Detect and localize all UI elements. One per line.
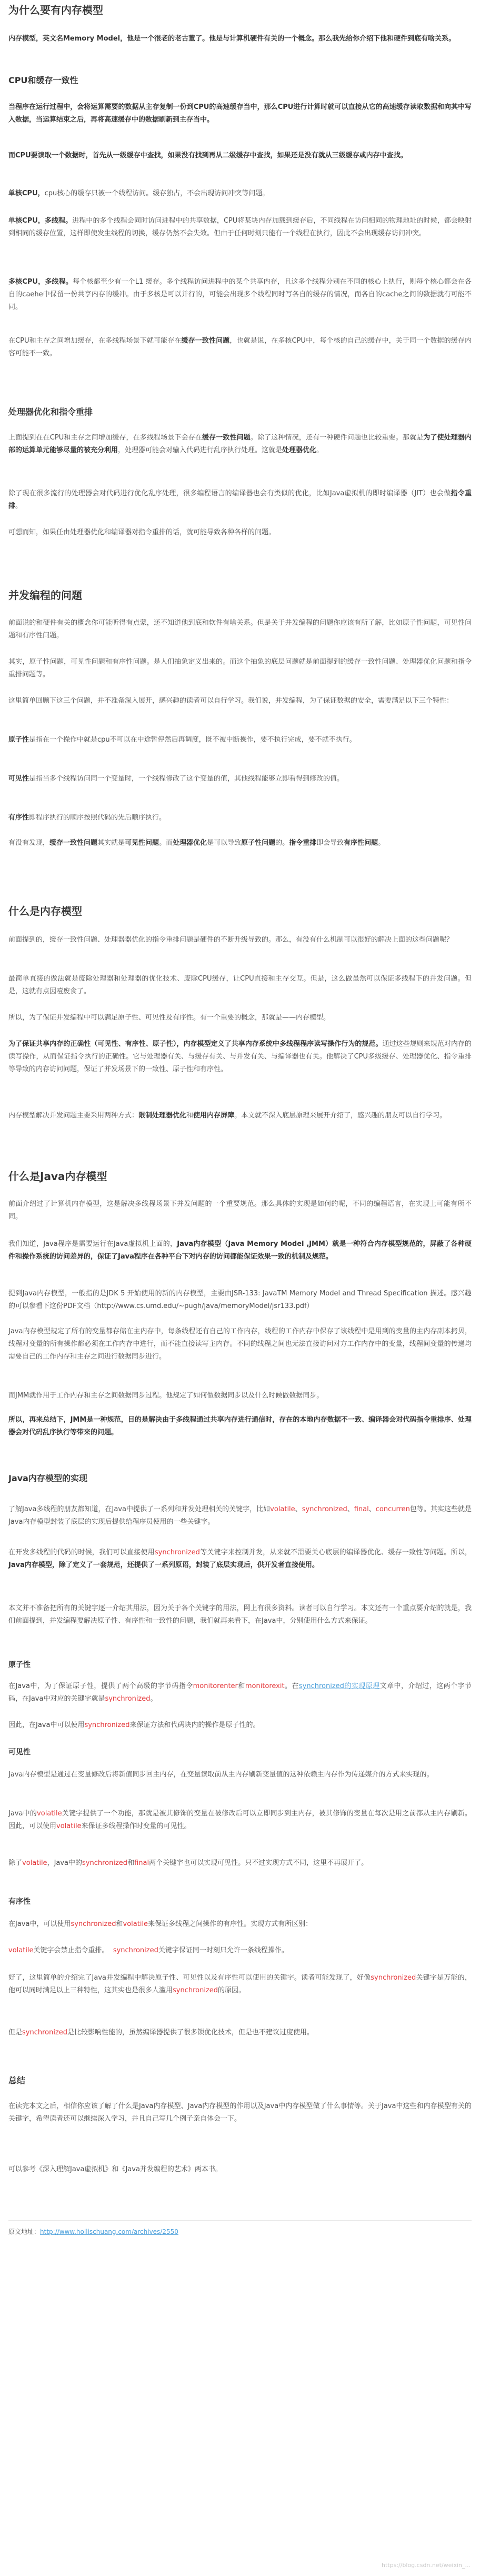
- section-jmm: [8, 1169, 472, 1184]
- paragraph: 提到Java内存模型，一般指的是JDK 5 开始使用的新的内存模型，主要由JSR-133: JavaTM Memory Model and Thread Specification 描述。感兴趣的可以参看下这份PDF文档（http://www.cs.umd.edu/~pugh/java/memoryModel/jsr133.pdf）: [8, 1290, 472, 1310]
- keyword: synchronized: [302, 1505, 347, 1513]
- synchronized-principle-link[interactable]: synchronized的实现原理: [298, 1682, 380, 1690]
- subsection-atomicity: 原子性: [8, 1661, 31, 1669]
- paragraph: 可以参考《深入理解Java虚拟机》和《Java并发编程的艺术》两本书。: [8, 2165, 222, 2173]
- section-heading: 并发编程的问题: [8, 589, 82, 602]
- section-concurrency-problems: [8, 587, 472, 603]
- paragraph: 本文并不准备把所有的关键字逐一介绍其用法，因为关于各个关键字的用法，网上有很多资料。读者可以自行学习。本文还有一个重点要介绍的就是，我们前面提到，并发编程要解决原子性、有序性和一致性的问题，我们就再来看下，在Java中，分别使用什么方式来保证。: [8, 1604, 472, 1625]
- paragraph: 单核CPU，cpu核心的缓存只被一个线程访问。缓存独占，不会出现访问冲突等问题。: [8, 189, 269, 197]
- section-heading: Java内存模型的实现: [8, 1473, 87, 1483]
- paragraph: 在读完本文之后，相信你应该了解了什么是Java内存模型、Java内存模型的作用以及Java中内存模型做了什么事情等。关于Java中这些和内存模型有关的关键字，希望读者还可以继续深入学习，并且自己写几个例子亲自体会一下。: [8, 2102, 472, 2123]
- paragraph: 前面提到的，缓存一致性问题、处理器器优化的指令重排问题是硬件的不断升级导致的。那么，有没有什么机制可以很好的解决上面的这些问题呢？: [8, 936, 454, 944]
- section-jmm-impl: [8, 1472, 472, 1485]
- source-link[interactable]: http://www.hollischuang.com/archives/2550: [40, 2228, 178, 2235]
- section-heading: 什么是Java内存模型: [8, 1170, 107, 1183]
- paragraph: 好了，这里简单的介绍完了Java并发编程中解决原子性、可见性以及有序性可以使用的关键字。读者可能发现了，好像synchronized关键字是万能的，他可以同时满足以上三种特性，这其实也是很多人滥用synchronized的原因。: [8, 1974, 472, 1994]
- keyword: concurren: [375, 1505, 410, 1513]
- paragraph: 在开发多线程的代码的时候，我们可以直接使用synchronized等关键字来控制并发，从来就不需要关心底层的编译器优化、缓存一致性等问题。所以，Java内存模型，除了定义了一套规范，还提供了一系列原语，封装了底层实现后，供开发者直接使用。: [8, 1549, 472, 1569]
- paragraph: volatile关键字会禁止指令重排。 synchronized关键字保证同一时刻只允许一条线程操作。: [8, 1946, 288, 1954]
- paragraph: 前面介绍过了计算机内存模型，这是解决多线程场景下并发问题的一个重要规范。那么具体的实现是如何的呢，不同的编程语言，在实现上可能有所不同。: [8, 1200, 472, 1221]
- paragraph: 原子性是指在一个操作中就是cpu不可以在中途暂停然后再调度，既不被中断操作，要不执行完成，要不就不执行。: [8, 736, 356, 744]
- paragraph: 可想而知，如果任由处理器优化和编译器对指令重排的话，就可能导致各种各样的问题。: [8, 528, 276, 536]
- section-summary: [8, 2074, 472, 2088]
- subsection-ordering: 有序性: [8, 1898, 31, 1906]
- paragraph: 有序性即程序执行的顺序按照代码的先后顺序执行。: [8, 814, 166, 822]
- paragraph: 但是synchronized是比较影响性能的，虽然编译器提供了很多锁优化技术，但是也不建议过度使用。: [8, 2029, 314, 2036]
- paragraph: 除了volatile，Java中的synchronized和final两个关键字也可以实现可见性。只不过实现方式不同，这里不再展开了。: [8, 1859, 368, 1867]
- section-heading: CPU和缓存一致性: [8, 75, 78, 85]
- paragraph: 上面提到在在CPU和主存之间增加缓存，在多线程场景下会存在缓存一致性问题。除了这种情况，还有一种硬件问题也比较重要。那就是为了使处理器内部的运算单元能够尽量的被充分利用，处理器可能会对输入代码进行乱序执行处理。这就是处理器优化。: [8, 434, 472, 454]
- keyword: final: [354, 1505, 369, 1513]
- paragraph: 而JMM就作用于工作内存和主存之间数据同步过程。他规定了如何做数据同步以及什么时候做数据同步。: [8, 1392, 324, 1400]
- section-memory-model: [8, 903, 472, 919]
- source-footer: 原文地址：http://www.hollischuang.com/archives/2550: [8, 2228, 178, 2235]
- paragraph: 而CPU要读取一个数据时，首先从一级缓存中查找，如果没有找到再从二级缓存中查找，如果还是没有就从三级缓存或内存中查找。: [8, 152, 407, 159]
- section-heading: 处理器优化和指令重排: [8, 407, 93, 417]
- footer-divider: [8, 2220, 472, 2221]
- paragraph: 为了保证共享内存的正确性（可见性、有序性、原子性），内存模型定义了共享内存系统中多线程程序读写操作行为的规范。通过这些规则来规范对内存的读写操作，从而保证指令执行的正确性。它与处理器有关、与缓存有关、与并发有关、与编译器也有关。他解决了CPU多级缓存、处理器优化、指令重排等导致的内存访问问题，保证了并发场景下的一致性、原子性和有序性。: [8, 1040, 472, 1073]
- paragraph: 了解Java多线程的朋友都知道，在Java中提供了一系列和并发处理相关的关键字，比如volatile、synchronized、final、concurren包等。其实这些就是Java内存模型封装了底层的实现后提供给程序员使用的一些关键字。: [8, 1505, 472, 1526]
- paragraph: 在Java中，为了保证原子性，提供了两个高级的字节码指令monitorenter和monitorexit。在synchronized的实现原理文章中，介绍过，这两个字节码，在Java中对应的关键字就是synchronized。: [8, 1682, 472, 1703]
- paragraph: 除了现在很多流行的处理器会对代码进行优化乱序处理，很多编程语言的编译器也会有类似的优化，比如Java虚拟机的即时编译器（JIT）也会做指令重排。: [8, 490, 472, 510]
- section-heading: 什么是内存模型: [8, 905, 82, 917]
- paragraph: 单核CPU，多线程。进程中的多个线程会同时访问进程中的共享数据，CPU将某块内存加载到缓存后，不同线程在访问相同的物理地址的时候，都会映射到相同的缓存位置，这样即使发生线程的切换，缓存仍然不会失效。但由于任何时刻只能有一个线程在执行，因此不会出现缓存访问冲突。: [8, 217, 472, 237]
- paragraph: 当程序在运行过程中，会将运算需要的数据从主存复制一份到CPU的高速缓存当中，那么CPU进行计算时就可以直接从它的高速缓存读取数据和向其中写入数据，当运算结束之后，再将高速缓存中的数据刷新到主存当中。: [8, 103, 472, 124]
- section-heading: 总结: [8, 2075, 26, 2085]
- paragraph: 前面说的和硬件有关的概念你可能听得有点蒙，还不知道他到底和软件有啥关系。但是关于并发编程的问题你应该有所了解，比如原子性问题，可见性问题和有序性问题。: [8, 619, 472, 640]
- keyword: volatile: [270, 1505, 295, 1513]
- watermark: https://blog.csdn.net/weixin_...: [381, 2562, 471, 2569]
- paragraph: 多核CPU，多线程。每个核都至少有一个L1 缓存。多个线程访问进程中的某个共享内存，且这多个线程分别在不同的核心上执行，则每个核心都会在各自的caehe中保留一份共享内存的缓冲。由于多核是可以并行的，可能会出现多个线程同时写各自的缓存的情况，而各自的cache之间的数据就有可能不同。: [8, 278, 472, 311]
- section-processor-opt: [8, 405, 472, 419]
- paragraph: 所以，为了保证并发编程中可以满足原子性、可见性及有序性。有一个重要的概念，那就是——内存模型。: [8, 1014, 331, 1022]
- paragraph: 可见性是指当多个线程访问同一个变量时，一个线程修改了这个变量的值，其他线程能够立即看得到修改的值。: [8, 775, 344, 783]
- page-title: 为什么要有内存模型: [8, 4, 103, 16]
- paragraph: 其实，原子性问题，可见性问题和有序性问题。是人们抽象定义出来的。而这个抽象的底层问题就是前面提到的缓存一致性问题、处理器优化问题和指令重排问题等。: [8, 658, 472, 678]
- paragraph: 有没有发现，缓存一致性问题其实就是可见性问题。而处理器优化是可以导致原子性问题的。指令重排即会导致有序性问题。: [8, 839, 385, 847]
- paragraph: Java内存模型规定了所有的变量都存储在主内存中，每条线程还有自己的工作内存，线程的工作内存中保存了该线程中是用到的变量的主内存副本拷贝，线程对变量的所有操作都必须在工作内存中进行，而不能直接读写主内存。不同的线程之间也无法直接访问对方工作内存中的变量，线程间变量的传递均需要自己的工作内存和主存之间进行数据同步进行。: [8, 1327, 472, 1361]
- paragraph: 这里简单回顾下这三个问题，并不准备深入展开，感兴趣的读者可以自行学习。我们说，并发编程，为了保证数据的安全，需要满足以下三个特性：: [8, 697, 454, 705]
- intro-paragraph: 内存模型，英文名Memory Model，他是一个很老的老古董了。他是与计算机硬件有关的一个概念。那么我先给你介绍下他和硬件到底有啥关系。: [8, 35, 456, 43]
- section-cpu-cache: [8, 74, 472, 87]
- paragraph: 因此，在Java中可以使用synchronized来保证方法和代码块内的操作是原子性的。: [8, 1721, 260, 1729]
- subsection-visibility: 可见性: [8, 1748, 31, 1756]
- paragraph: Java内存模型是通过在变量修改后将新值同步回主内存，在变量读取前从主内存刷新变量值的这种依赖主内存作为传递媒介的方式来实现的。: [8, 1771, 434, 1779]
- section-memory-model-why: [8, 2, 472, 18]
- paragraph: 最简单直接的做法就是废除处理器和处理器的优化技术、废除CPU缓存，让CPU直接和主存交互。但是，这么做虽然可以保证多线程下的并发问题。但是，这就有点因噎废食了。: [8, 975, 472, 995]
- paragraph: Java中的volatile关键字提供了一个功能，那就是被其修饰的变量在被修改后可以立即同步到主内存，被其修饰的变量在每次是用之前都从主内存刷新。因此，可以使用volatile来保证多线程操作时变量的可见性。: [8, 1810, 472, 1830]
- paragraph: 我们知道，Java程序是需要运行在Java虚拟机上面的，Java内存模型（Java Memory Model ,JMM）就是一种符合内存模型规范的，屏蔽了各种硬件和操作系统的访问差异的，保证了Java程序在各种平台下对内存的访问都能保证效果一致的机制及规范。: [8, 1240, 472, 1261]
- paragraph: 在Java中，可以使用synchronized和volatile来保证多线程之间操作的有序性。实现方式有所区别：: [8, 1920, 313, 1928]
- paragraph: 所以，再来总结下，JMM是一种规范，目的是解决由于多线程通过共享内存进行通信时，存在的本地内存数据不一致、编译器会对代码指令重排序、处理器会对代码乱序执行等带来的问题。: [8, 1416, 472, 1436]
- paragraph: 内存模型解决并发问题主要采用两种方式：限制处理器优化和使用内存屏障。本文就不深入底层原理来展开介绍了，感兴趣的朋友可以自行学习。: [8, 1112, 447, 1120]
- paragraph: 在CPU和主存之间增加缓存，在多线程场景下就可能存在缓存一致性问题，也就是说，在多核CPU中，每个核的自己的缓存中，关于同一个数据的缓存内容可能不一致。: [8, 337, 472, 357]
